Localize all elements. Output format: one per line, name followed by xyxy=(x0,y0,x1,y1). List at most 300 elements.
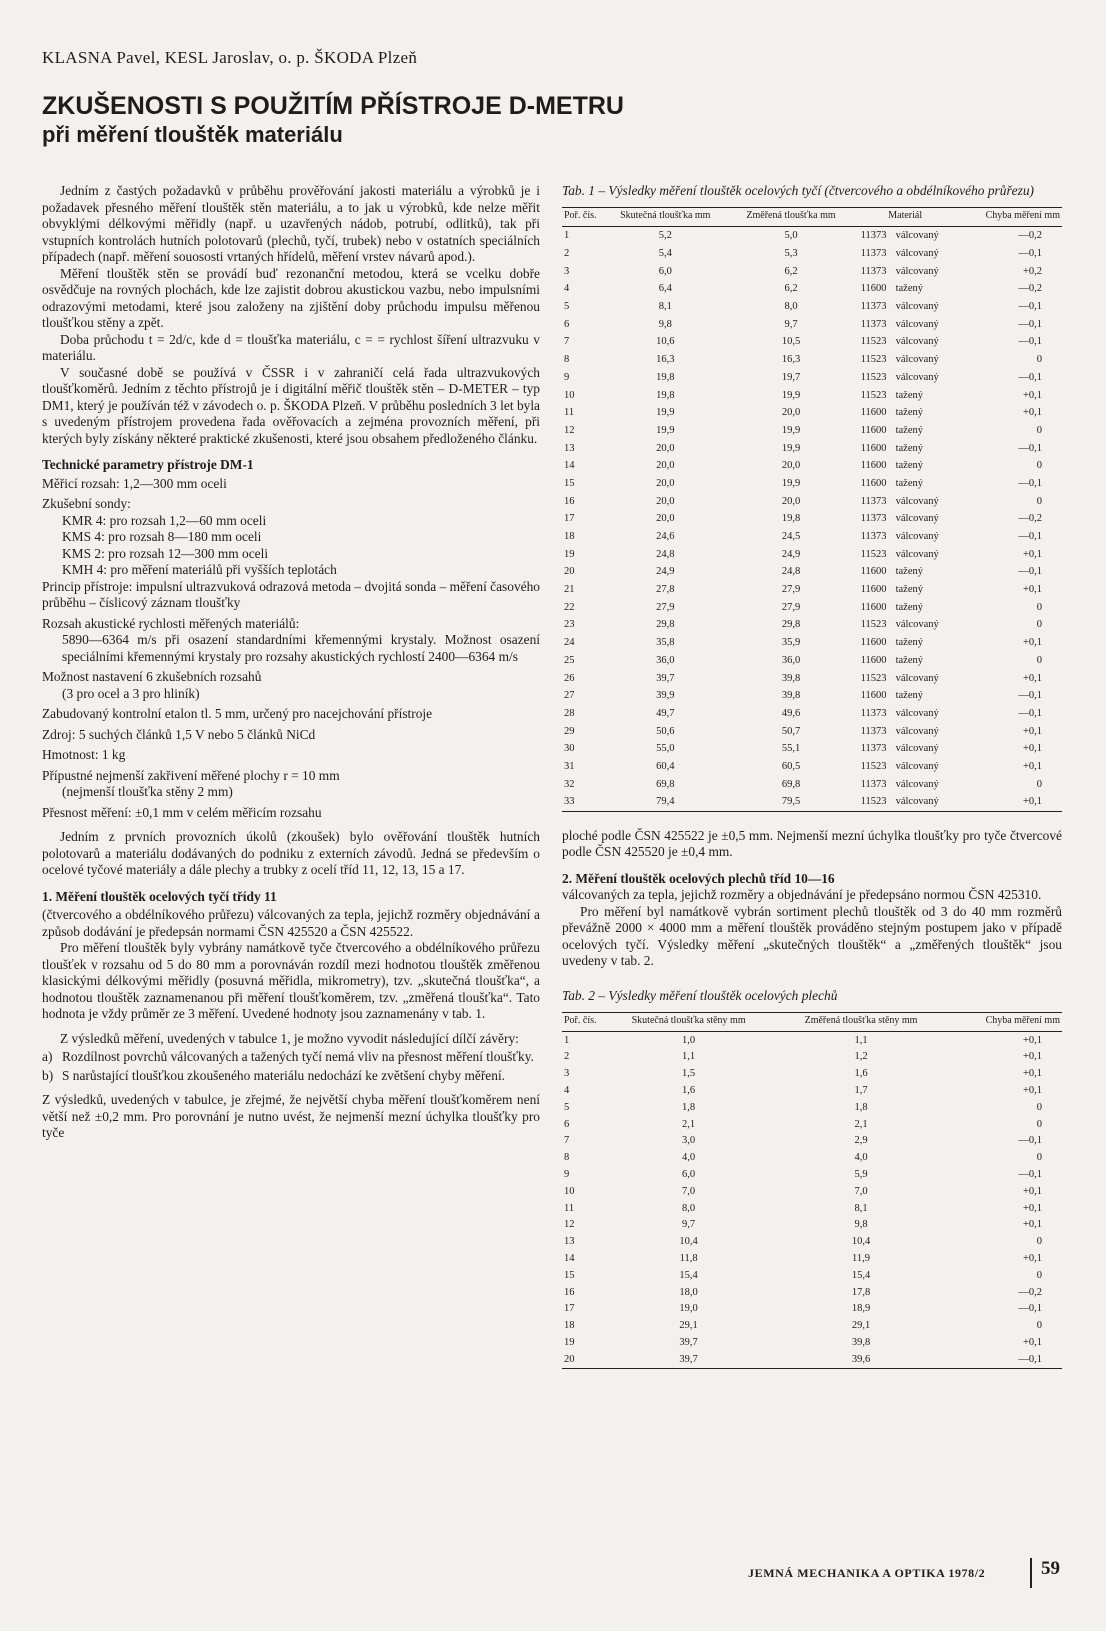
table-row xyxy=(562,1200,1062,1217)
table-cell: 19,8 xyxy=(656,371,675,383)
table-cell: 1,6 xyxy=(854,1068,868,1080)
table-cell: 11523 xyxy=(860,760,887,772)
table-row xyxy=(562,581,1062,599)
list-item-text: S narůstající tloušťkou zkoušeného materiálu nedochází ke zvětšení chyby měření. xyxy=(62,1067,506,1083)
table-cell: 11600 xyxy=(860,442,887,454)
table-cell: —0,1 xyxy=(1018,531,1042,543)
probe-item: KMR 4: pro rozsah 1,2—60 mm oceli xyxy=(62,512,267,528)
table-cell: 7,0 xyxy=(682,1185,696,1197)
table-cell: 33 xyxy=(564,796,575,808)
table-cell: 18 xyxy=(564,531,575,543)
table-cell: 11600 xyxy=(860,407,887,419)
table-cell: +0,2 xyxy=(1022,265,1042,277)
table-cell: 7,0 xyxy=(854,1185,868,1197)
table-cell: 11523 xyxy=(860,389,887,401)
table-cell: 11 xyxy=(564,407,575,419)
table-cell: 49,7 xyxy=(656,707,675,719)
table-cell: 9,7 xyxy=(784,318,798,330)
table-cell: 49,6 xyxy=(781,707,801,719)
table-cell: válcovaný xyxy=(895,495,939,507)
spec-item: Hmotnost: 1 kg xyxy=(42,747,126,762)
table-cell: 0 xyxy=(1036,1236,1042,1248)
table-row xyxy=(562,1031,1062,1048)
article-title: ZKUŠENOSTI S POUŽITÍM PŘÍSTROJE D-METRU xyxy=(42,92,624,120)
table-cell: 2,1 xyxy=(854,1118,868,1130)
table-cell: 30 xyxy=(564,743,575,755)
table-cell: 5,9 xyxy=(854,1168,868,1180)
table-row xyxy=(562,616,1062,634)
paragraph: (čtvercového a obdélníkového průřezu) válcovaných za tepla, jejichž rozměry objednávání a způsob dodávání je předepsán normami ČSN 425520 a ČSN 425522. xyxy=(42,907,540,939)
table-row xyxy=(562,793,1062,811)
table-cell: 8 xyxy=(564,354,570,366)
table-cell: 17,8 xyxy=(851,1286,871,1298)
table-cell: 0 xyxy=(1036,654,1042,666)
table-cell: 24 xyxy=(564,637,575,649)
table-cell: 11523 xyxy=(860,354,887,366)
table-cell: 15 xyxy=(564,1269,575,1281)
table-cell: 11373 xyxy=(860,301,887,313)
table-cell: 2 xyxy=(564,1051,570,1063)
table-cell: 16 xyxy=(564,1286,575,1298)
table-row xyxy=(562,1166,1062,1183)
table-cell: 13 xyxy=(564,1236,575,1248)
spec-item: Princip přístroje: impulsní ultrazvuková odrazová metoda – dvojitá sonda – měření časového průběhu – číslicový záznam tloušťky xyxy=(42,578,540,610)
table-cell: 9 xyxy=(564,1168,570,1180)
table-cell: +0,1 xyxy=(1022,1252,1042,1264)
table-cell: 4 xyxy=(564,1084,570,1096)
table-cell: 20,0 xyxy=(781,460,801,472)
spec-item-detail: 5890—6364 m/s při osazení standardními křemennými krystaly. Možnost osazení speciálními křemennými krystaly pro rozsahy akustických rychlostí 2400—6364 m/s xyxy=(62,632,540,664)
table-row xyxy=(562,775,1062,793)
table-caption: Tab. 2 – Výsledky měření tlouštěk ocelových plechů xyxy=(562,987,838,1003)
table-row xyxy=(562,758,1062,776)
table-cell: 1,8 xyxy=(682,1101,696,1113)
table-cell: 1,5 xyxy=(682,1068,696,1080)
table-cell: 1,2 xyxy=(854,1051,868,1063)
table-cell: 20,0 xyxy=(656,495,675,507)
table-cell: 7 xyxy=(564,336,570,348)
table-cell: válcovaný xyxy=(895,707,939,719)
table-cell: 28 xyxy=(564,707,575,719)
table-cell: —0,1 xyxy=(1018,707,1042,719)
table-row xyxy=(562,1300,1062,1317)
paragraph: ploché podle ČSN 425522 je ±0,5 mm. Nejmenší mezní úchylka tloušťky pro tyče čtvercové podle ČSN 425520 je ±0,4 mm. xyxy=(562,827,1062,860)
table-cell: tažený xyxy=(895,283,923,295)
paragraph: Měření tlouštěk stěn se provádí buď rezonanční metodou, která se vcelku dobře osvědčuje na rovných plochách, kde lze zajistit dobrou akustickou vazbu, nebo impulsními odrazovými metodami, které jsou založeny na zjištění doby průchodu impulsu měřenou tloušťkou stěny a zpět. xyxy=(42,265,540,330)
table-row xyxy=(562,280,1062,298)
table-cell: +0,1 xyxy=(1022,1219,1042,1231)
table-cell: válcovaný xyxy=(895,265,939,277)
table-cell: 9,8 xyxy=(658,318,672,330)
table-row xyxy=(562,492,1062,510)
table-cell: —0,1 xyxy=(1018,690,1042,702)
table-cell: 11600 xyxy=(860,584,887,596)
paragraph: Z výsledků měření, uvedených v tabulce 1, je možno vyvodit následující dílčí závěry: xyxy=(60,1030,519,1046)
conclusions-list xyxy=(42,1049,540,1084)
table-cell: 0 xyxy=(1036,495,1042,507)
list-item xyxy=(42,1068,540,1085)
table-cell: tažený xyxy=(895,460,923,472)
table-cell: 19,8 xyxy=(781,513,801,525)
table-cell: 0 xyxy=(1036,1152,1042,1164)
table-cell: válcovaný xyxy=(895,619,939,631)
table-cell: +0,1 xyxy=(1022,1084,1042,1096)
table-cell: 1,7 xyxy=(854,1084,868,1096)
table-cell: válcovaný xyxy=(895,725,939,737)
table-row xyxy=(562,457,1062,475)
paragraph: Doba průchodu t = 2d/c, kde d = tloušťka materiálu, c = = rychlost šíření ultrazvuku v materiálu. xyxy=(42,331,540,363)
table-cell: 79,4 xyxy=(656,796,675,808)
table-cell: 15 xyxy=(564,477,575,489)
table-cell: 10 xyxy=(564,1185,575,1197)
table-cell: válcovaný xyxy=(895,301,939,313)
table-cell: 24,9 xyxy=(781,548,801,560)
table-cell: +0,1 xyxy=(1022,584,1042,596)
table-row xyxy=(562,634,1062,652)
table-cell: válcovaný xyxy=(895,230,939,242)
table-cell: 14 xyxy=(564,1252,575,1264)
table-cell: 11600 xyxy=(860,477,887,489)
table-cell: 35,9 xyxy=(781,637,801,649)
table-cell: —0,1 xyxy=(1018,301,1042,313)
table-row xyxy=(562,598,1062,616)
table-cell: —0,1 xyxy=(1018,477,1042,489)
table-cell: 79,5 xyxy=(781,796,801,808)
table-cell: —0,1 xyxy=(1018,318,1042,330)
table-cell: tažený xyxy=(895,654,923,666)
table-cell: tažený xyxy=(895,477,923,489)
table-cell: tažený xyxy=(895,637,923,649)
table-cell: 39,7 xyxy=(679,1353,698,1365)
table-cell: 16,3 xyxy=(656,354,675,366)
table-cell: 1,0 xyxy=(682,1034,696,1046)
table-cell: +0,1 xyxy=(1022,1185,1042,1197)
table-cell: 11600 xyxy=(860,566,887,578)
table-cell: 29,8 xyxy=(781,619,801,631)
table-row xyxy=(562,1284,1062,1301)
table-cell: 5 xyxy=(564,301,570,313)
table-cell: 3,0 xyxy=(682,1135,696,1147)
table-cell: válcovaný xyxy=(895,371,939,383)
table-cell: 2,9 xyxy=(854,1135,868,1147)
table-cell: 11373 xyxy=(860,513,887,525)
table-cell: 9,8 xyxy=(854,1219,868,1231)
spec-item-detail: (3 pro ocel a 3 pro hliník) xyxy=(62,685,200,701)
table-cell: 3 xyxy=(564,265,570,277)
table-cell: 18,0 xyxy=(679,1286,698,1298)
table-cell: 19,9 xyxy=(781,442,801,454)
table-cell: 11523 xyxy=(860,371,887,383)
table-cell: 22 xyxy=(564,601,575,613)
table-cell: 8,0 xyxy=(682,1202,696,1214)
spec-item: Přípustné nejmenší zakřivení měřené plochy r = 10 mm xyxy=(42,767,340,783)
table-cell: 19 xyxy=(564,1336,575,1348)
table-cell: 19,7 xyxy=(781,371,801,383)
table-cell: 5,2 xyxy=(658,230,672,242)
table-cell: +0,1 xyxy=(1022,1068,1042,1080)
table-cell: 23 xyxy=(564,619,575,631)
left-column xyxy=(42,183,540,1142)
table-cell: 55,1 xyxy=(781,743,801,755)
section-heading: Technické parametry přístroje DM-1 xyxy=(42,457,254,472)
table-cell: 27,9 xyxy=(781,601,801,613)
table-row xyxy=(562,1267,1062,1284)
table-cell: 60,5 xyxy=(781,760,801,772)
table-cell: 11373 xyxy=(860,778,887,790)
table-cell: tažený xyxy=(895,389,923,401)
table-cell: 11,9 xyxy=(852,1252,871,1264)
table-cell: +0,1 xyxy=(1022,407,1042,419)
paragraph: válcovaných za tepla, jejichž rozměry a objednávání je předepsáno normou ČSN 425310. xyxy=(562,887,1042,903)
table-cell: —0,2 xyxy=(1018,230,1042,242)
table-cell: 7 xyxy=(564,1135,570,1147)
list-marker: b) xyxy=(42,1067,54,1083)
table-cell: 50,6 xyxy=(656,725,675,737)
table-cell: 0 xyxy=(1036,1269,1042,1281)
paragraph: Jedním z častých požadavků v průběhu prověřování jakosti materiálu a výrobků je i požadavek přesného měření tlouštěk stěn materiálu, a to jak u výrobků, kde nelze měřit obvyklými délkovými měřidly (např. u uzavřených nádob, potrubí, odlitků), tak při vstupních kontrolách hutních polotovarů (plechů, tyčí, trubek) nebo v ostatních speciálních případech (např. měření souososti vrtaných hřídelů, měření vrstev návarů apod.). xyxy=(42,183,540,264)
table-cell: 11600 xyxy=(860,637,887,649)
table-row xyxy=(562,563,1062,581)
table-cell: 1,8 xyxy=(854,1101,868,1113)
table-cell: 6 xyxy=(564,318,570,330)
table-cell: 18 xyxy=(564,1320,575,1332)
table-cell: 24,8 xyxy=(781,566,801,578)
table-cell: 11373 xyxy=(860,531,887,543)
spec-item: Zdroj: 5 suchých článků 1,5 V nebo 5 článků NiCd xyxy=(42,726,316,742)
table-cell: 12 xyxy=(564,424,575,436)
column-header: Změřená tloušťka stěny mm xyxy=(804,1014,918,1026)
table-row xyxy=(562,652,1062,670)
table-row xyxy=(562,1149,1062,1166)
table-cell: 8 xyxy=(564,1152,570,1164)
table-cell: +0,1 xyxy=(1022,1336,1042,1348)
table-cell: 11373 xyxy=(860,248,887,260)
table-row xyxy=(562,245,1062,263)
table-cell: 15,4 xyxy=(679,1269,698,1281)
results-table-bars xyxy=(562,207,1062,812)
footer-divider xyxy=(1030,1558,1032,1588)
table-cell: —0,1 xyxy=(1018,1303,1042,1315)
table-row xyxy=(562,404,1062,422)
table-cell: 6 xyxy=(564,1118,570,1130)
table-cell: 11600 xyxy=(860,424,887,436)
table-cell: 36,0 xyxy=(656,654,675,666)
column-header: Skutečná tloušťka mm xyxy=(620,210,711,221)
table-cell: —0,1 xyxy=(1018,336,1042,348)
table-cell: 0 xyxy=(1036,1118,1042,1130)
table-cell: 27,9 xyxy=(781,584,801,596)
table-cell: 16,3 xyxy=(781,354,801,366)
table-cell: 35,8 xyxy=(656,637,675,649)
table-cell: 1,1 xyxy=(854,1034,868,1046)
table-row xyxy=(562,1132,1062,1149)
table-cell: 0 xyxy=(1036,1320,1042,1332)
table-cell: válcovaný xyxy=(895,531,939,543)
table-cell: 5,3 xyxy=(784,248,798,260)
table-row xyxy=(562,1351,1062,1368)
table-cell: 0 xyxy=(1036,778,1042,790)
table-cell: —0,1 xyxy=(1018,566,1042,578)
table-cell: 13 xyxy=(564,442,575,454)
article-subtitle: při měření tlouštěk materiálu xyxy=(42,122,343,147)
spec-item: Zabudovaný kontrolní etalon tl. 5 mm, určený pro nacejchování přístroje xyxy=(42,706,433,721)
column-header: Poř. čís. xyxy=(564,1014,597,1026)
table-cell: 39,6 xyxy=(851,1353,871,1365)
table-cell: +0,1 xyxy=(1022,725,1042,737)
table-cell: 11373 xyxy=(860,707,887,719)
table-cell: 11373 xyxy=(860,230,887,242)
table-cell: +0,1 xyxy=(1022,1034,1042,1046)
table-cell: 1 xyxy=(564,1034,570,1046)
table-cell: 4,0 xyxy=(682,1152,696,1164)
table-cell: +0,1 xyxy=(1022,1051,1042,1063)
table-cell: 14 xyxy=(564,460,575,472)
authors: KLASNA Pavel, KESL Jaroslav, o. p. ŠKODA Plzeň xyxy=(42,48,418,67)
journal-footer: JEMNÁ MECHANIKA A OPTIKA 1978/2 xyxy=(748,1566,986,1580)
table-cell: 6,2 xyxy=(784,265,798,277)
table-cell: 6,4 xyxy=(658,283,672,295)
table-cell: válcovaný xyxy=(895,796,939,808)
table-header-row xyxy=(562,208,1062,227)
column-header: Skutečná tloušťka stěny mm xyxy=(631,1014,746,1026)
table-cell: 2 xyxy=(564,248,570,260)
results-table-plates xyxy=(562,1012,1062,1369)
table-row xyxy=(562,262,1062,280)
table-cell: 17 xyxy=(564,513,575,525)
spec-item: Přesnost měření: ±0,1 mm v celém měřicím rozsahu xyxy=(42,804,322,820)
spec-item-detail: (nejmenší tloušťka stěny 2 mm) xyxy=(62,784,233,799)
table-row xyxy=(562,475,1062,493)
table-row xyxy=(562,722,1062,740)
table-cell: 20,0 xyxy=(656,442,675,454)
table-row xyxy=(562,369,1062,387)
column-header: Změřená tloušťka mm xyxy=(746,210,836,221)
section-heading: 1. Měření tlouštěk ocelových tyčí třídy 11 xyxy=(42,888,277,904)
table-cell: —0,2 xyxy=(1018,283,1042,295)
table-cell: 2,1 xyxy=(682,1118,696,1130)
table-cell: 11,8 xyxy=(679,1252,698,1264)
table-cell: 1,1 xyxy=(682,1051,696,1063)
table-row xyxy=(562,545,1062,563)
column-header: Chyba měření mm xyxy=(985,210,1060,221)
table-cell: 8,1 xyxy=(854,1202,868,1214)
table-cell: 11 xyxy=(564,1202,575,1214)
table-cell: 69,8 xyxy=(781,778,801,790)
table-cell: 11523 xyxy=(860,619,887,631)
table-cell: 39,7 xyxy=(656,672,675,684)
paragraph: Z výsledků, uvedených v tabulce, je zřejmé, že největší chyba měření tloušťkoměrem není větší než ±0,2 mm. Pro porovnání je nutno uvést, že nejmenší mezní úchylka tloušťky pro tyče xyxy=(42,1092,540,1140)
table-cell: 39,8 xyxy=(781,690,801,702)
table-cell: 18,9 xyxy=(851,1303,871,1315)
table-cell: 1,6 xyxy=(682,1084,696,1096)
paragraph: Pro měření byl namátkově vybrán sortiment plechů tlouštěk od 3 do 40 mm rozměrů převážně 2000 × 4000 mm a měření tlouštěk prováděno stejným postupem jako v případě ocelových tyčí. Výsledky měření „skutečných tlouštěk“ a „změřených tlouštěk“ jsou uvedeny v tab. 2. xyxy=(562,903,1062,969)
table-row xyxy=(562,386,1062,404)
table-row xyxy=(562,315,1062,333)
table-cell: 6,0 xyxy=(658,265,672,277)
table-row xyxy=(562,687,1062,705)
table-cell: 20,0 xyxy=(781,407,801,419)
table-cell: 0 xyxy=(1036,354,1042,366)
table-cell: válcovaný xyxy=(895,336,939,348)
table-caption: Tab. 1 – Výsledky měření tlouštěk ocelových tyčí (čtvercového a obdélníkového průřezu) xyxy=(562,183,1034,198)
table-cell: tažený xyxy=(895,424,923,436)
table-row xyxy=(562,1183,1062,1200)
table-cell: tažený xyxy=(895,407,923,419)
table-cell: 11373 xyxy=(860,318,887,330)
table-cell: 26 xyxy=(564,672,575,684)
table-cell: 5 xyxy=(564,1101,570,1113)
table-row xyxy=(562,1065,1062,1082)
table-cell: 20 xyxy=(564,1353,575,1365)
table-cell: +0,1 xyxy=(1022,548,1042,560)
right-text xyxy=(562,828,1062,970)
table-cell: 4 xyxy=(564,283,570,295)
table-cell: tažený xyxy=(895,584,923,596)
table-cell: válcovaný xyxy=(895,548,939,560)
right-column xyxy=(562,183,1062,1369)
table-cell: —0,1 xyxy=(1018,1135,1042,1147)
table-cell: 11373 xyxy=(860,743,887,755)
table-row xyxy=(562,1099,1062,1116)
table-row xyxy=(562,439,1062,457)
table-cell: válcovaný xyxy=(895,672,939,684)
table-cell: 11523 xyxy=(860,672,887,684)
table-row xyxy=(562,1250,1062,1267)
table-cell: 1 xyxy=(564,230,570,242)
table-cell: tažený xyxy=(895,601,923,613)
table-cell: válcovaný xyxy=(895,760,939,772)
table-row xyxy=(562,740,1062,758)
table-cell: 11373 xyxy=(860,265,887,277)
table-cell: tažený xyxy=(895,442,923,454)
probe-item: KMH 4: pro měření materiálů při vyšších teplotách xyxy=(62,562,337,577)
paragraph: Pro měření tlouštěk byly vybrány namátkově tyče čtvercového a obdélníkového průřezu tloušťek v rozsahu od 5 do 80 mm a porovnáván rozdíl mezi hodnotou tlouštěk změřenou klasickými délkovými měřidly (posuvná měřidla, mikrometry), tzv. „skutečná tloušťka“, a hodnotou tlouštěk zaznamenanou při měření tloušťkoměrem, tzv. „změřená tloušťka“. Tato hodnota je vždy průměr ze 3 měření. Uvedené hodnoty jsou zaznamenány v tab. 1. xyxy=(42,940,540,1021)
table-cell: 11523 xyxy=(860,796,887,808)
table-cell: 27,8 xyxy=(656,584,675,596)
spec-item: Rozsah akustické rychlosti měřených materiálů: xyxy=(42,615,300,631)
table-cell: 8,0 xyxy=(784,301,798,313)
table-cell: 0 xyxy=(1036,619,1042,631)
table-cell: —0,1 xyxy=(1018,371,1042,383)
table-row xyxy=(562,510,1062,528)
table-cell: +0,1 xyxy=(1022,760,1042,772)
table-cell: válcovaný xyxy=(895,778,939,790)
table-cell: 3 xyxy=(564,1068,570,1080)
paragraph: Jedním z prvních provozních úkolů (zkoušek) bylo ověřování tlouštěk hutních polotovarů a materiálu dodávaných do podniku z externích závodů. Jedná se především o ocelové tyčové materiály a dále plechy a trubky z ocelí tříd 11, 12, 13, 15 a 17. xyxy=(42,829,540,877)
spec-item: Zkušební sondy: xyxy=(42,496,131,511)
table-cell: 6,2 xyxy=(784,283,798,295)
table-cell: 19,9 xyxy=(656,407,675,419)
table-cell: 29,1 xyxy=(851,1320,871,1332)
table-cell: 11600 xyxy=(860,690,887,702)
table-cell: válcovaný xyxy=(895,248,939,260)
table-cell: 24,6 xyxy=(656,531,675,543)
table-cell: 16 xyxy=(564,495,575,507)
table-cell: 9,7 xyxy=(682,1219,696,1231)
table-cell: 32 xyxy=(564,778,575,790)
table-row xyxy=(562,1317,1062,1334)
table-cell: 25 xyxy=(564,654,575,666)
table-row xyxy=(562,227,1062,245)
table-cell: 29 xyxy=(564,725,575,737)
table-cell: 19,0 xyxy=(679,1303,698,1315)
table-cell: 31 xyxy=(564,760,575,772)
table-header-row xyxy=(562,1012,1062,1031)
table-cell: 27 xyxy=(564,690,575,702)
table-cell: 19,9 xyxy=(656,424,675,436)
table-cell: 21 xyxy=(564,584,575,596)
list-item-text: Rozdílnost povrchů válcovaných a tažených tyčí nemá vliv na přesnost měření tloušťky. xyxy=(62,1049,534,1064)
